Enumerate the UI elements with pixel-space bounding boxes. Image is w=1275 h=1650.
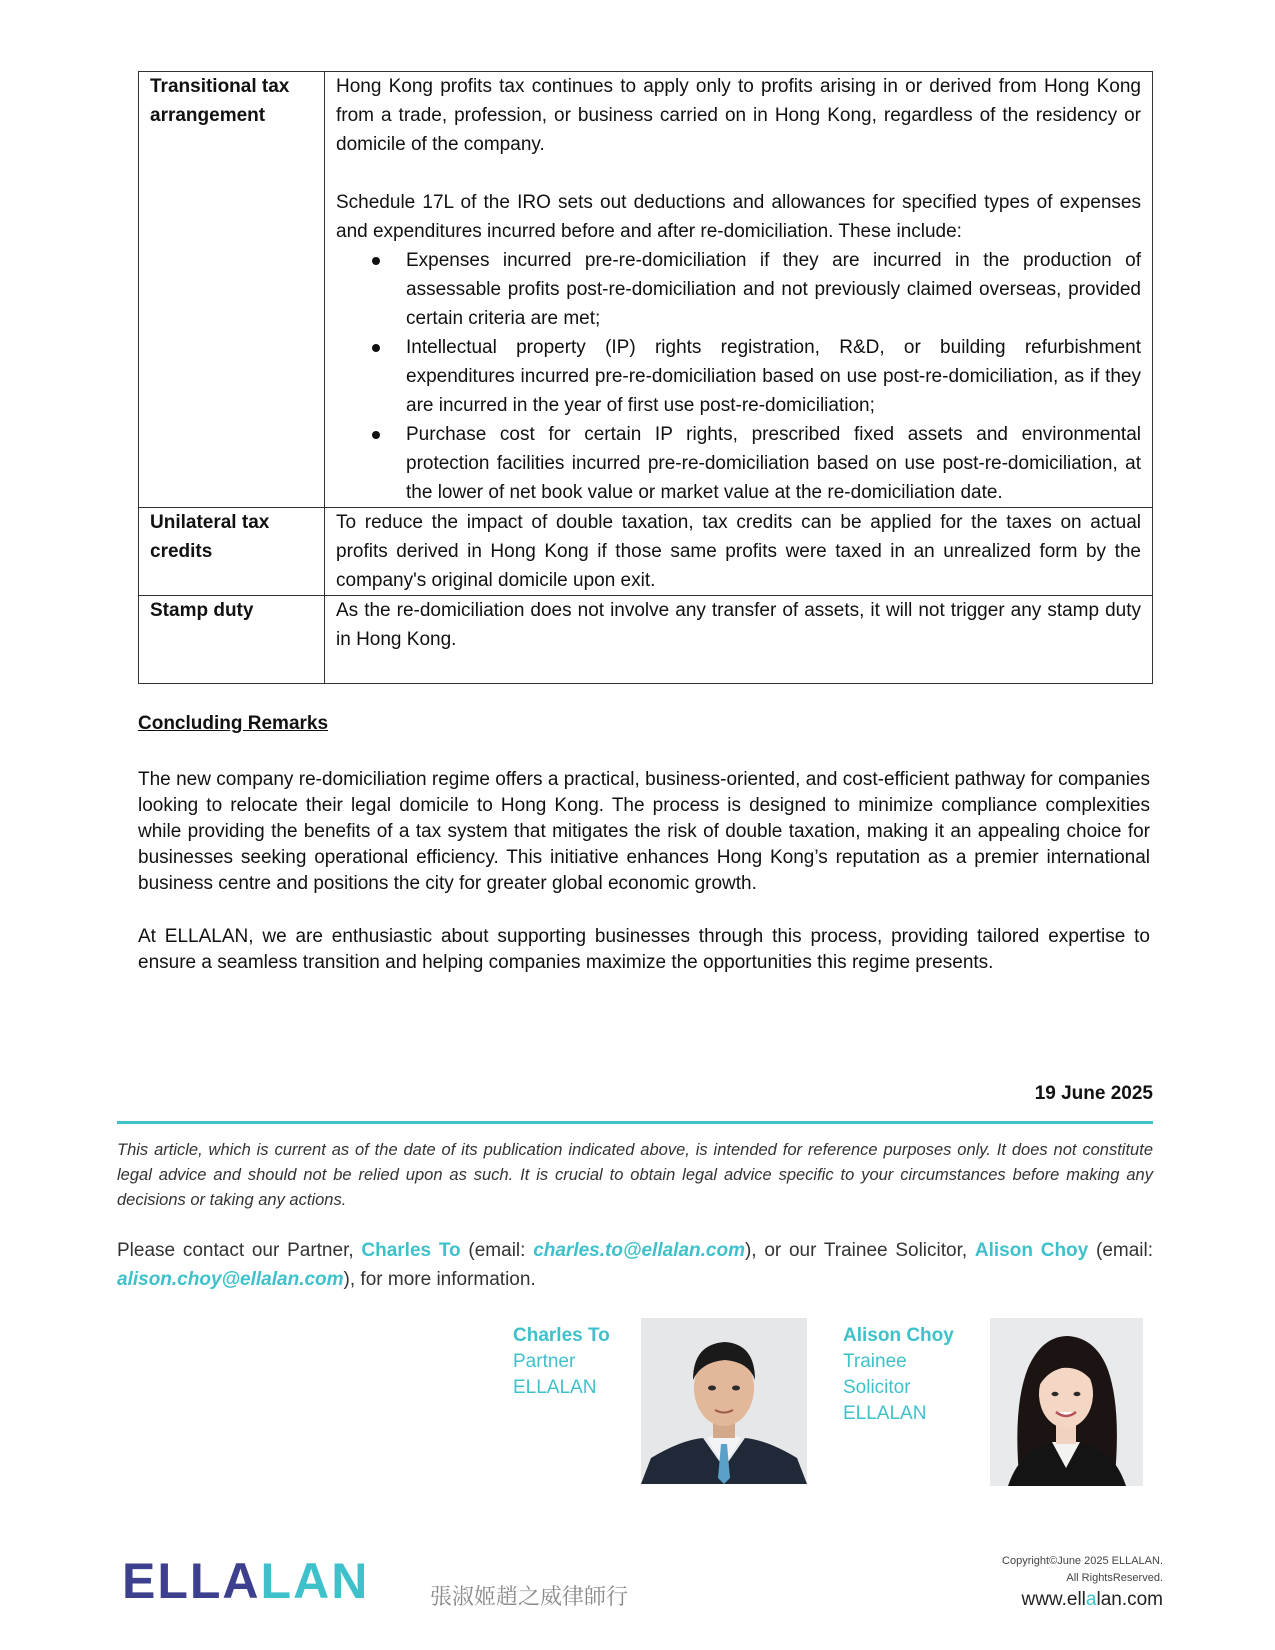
- bullet-text: Expenses incurred pre-re-domiciliation if they are incurred in the production of assessable profits post-re-domiciliation and not previously claimed overseas, provided certain criteria are met;: [406, 250, 1141, 329]
- bullet-text: Purchase cost for certain IP rights, prescribed fixed assets and environmental protection facilities incurred pre-re-domiciliation based on use post-re-domiciliation, at the lower of net book value or market value at the re-domiciliation date.: [406, 424, 1141, 503]
- cell-paragraph: Hong Kong profits tax continues to apply only to profits arising in or derived from Hong Kong from a trade, profession, or business carried on in Hong Kong, regardless of the residency or domicile of the company.: [336, 76, 1141, 155]
- cell-paragraph: Schedule 17L of the IRO sets out deductions and allowances for specified types of expenses and expenditures incurred before and after re-domiciliation. These include:: [336, 192, 1141, 242]
- row-content: To reduce the impact of double taxation, tax credits can be applied for the taxes on actual profits derived in Hong Kong if those same profits were taxed in an unrealized form by the company's original domicile upon exit.: [325, 508, 1153, 596]
- website-part: a: [1085, 1589, 1097, 1610]
- partner-card: [513, 1323, 610, 1401]
- bullet-icon: [372, 257, 380, 265]
- bullet-icon: [372, 344, 380, 352]
- logo-part: ELLA: [122, 1553, 261, 1609]
- contact-text: (email:: [460, 1240, 534, 1261]
- list-item: [336, 246, 1141, 333]
- trainee-card: [843, 1323, 963, 1427]
- person-title: Partner: [513, 1351, 576, 1372]
- divider: [117, 1121, 1153, 1124]
- row-label: Unilateral tax credits: [139, 508, 325, 596]
- firm-chinese-name: 張淑姬趙之威律師行: [430, 1585, 629, 1610]
- person-title: Solicitor: [843, 1377, 911, 1398]
- concluding-paragraph: The new company re-domiciliation regime offers a practical, business-oriented, and cost-efficient pathway for companies looking to relocate their legal domicile to Hong Kong. The process is designed to minimize compliance complexities while providing the benefits of a tax system that mitigates the risk of double taxation, making it an appealing choice for businesses seeking operational efficiency. This initiative enhances Hong Kong’s reputation as a premier international business centre and positions the city for greater global economic growth.: [138, 769, 1150, 894]
- tax-table: [138, 71, 1153, 684]
- person-title: Trainee: [843, 1351, 907, 1372]
- list-item: [336, 333, 1141, 420]
- contact-paragraph: [117, 1236, 1153, 1294]
- person-firm: ELLALAN: [843, 1403, 927, 1424]
- partner-name: Charles To: [361, 1240, 461, 1261]
- bullet-text: Intellectual property (IP) rights registration, R&D, or building refurbishment expenditures incurred pre-re-domiciliation based on use post-re-domiciliation, as if they are incurred in the year of first use post-re-domiciliation;: [406, 337, 1141, 416]
- row-label: Transitional tax arrangement: [139, 72, 325, 508]
- section-heading: Concluding Remarks: [138, 713, 329, 734]
- ellalan-logo: [122, 1553, 369, 1609]
- trainee-photo: [990, 1318, 1143, 1486]
- website-part: www.ell: [1021, 1589, 1086, 1610]
- bullet-list: [336, 246, 1141, 507]
- person-name: Charles To: [513, 1325, 610, 1346]
- logo-part: LAN: [260, 1553, 370, 1609]
- table-row: [139, 72, 1153, 508]
- publication-date: 19 June 2025: [1034, 1083, 1153, 1104]
- table-row: [139, 508, 1153, 596]
- person-name: Alison Choy: [843, 1325, 954, 1346]
- row-content: As the re-domiciliation does not involve any transfer of assets, it will not trigger any stamp duty in Hong Kong.: [325, 596, 1153, 684]
- contact-text: ), for more information.: [343, 1269, 536, 1290]
- contact-text: Please contact our Partner,: [117, 1240, 362, 1261]
- website-part: lan.com: [1096, 1589, 1163, 1610]
- row-content: [325, 72, 1153, 508]
- contact-text: (email:: [1088, 1240, 1154, 1261]
- copyright-notice: [1002, 1553, 1163, 1587]
- trainee-name: Alison Choy: [974, 1240, 1089, 1261]
- table-row: [139, 596, 1153, 684]
- copyright-line: Copyright©June 2025 ELLALAN.: [1002, 1555, 1163, 1567]
- website-link[interactable]: [1021, 1589, 1163, 1611]
- concluding-paragraph: At ELLALAN, we are enthusiastic about supporting businesses through this process, providing tailored expertise to ensure a seamless transition and helping companies maximize the opportunities this regime presents.: [138, 926, 1150, 973]
- partner-photo: [641, 1318, 807, 1484]
- partner-email-link[interactable]: charles.to@ellalan.com: [533, 1240, 745, 1261]
- bullet-icon: [372, 431, 380, 439]
- list-item: [336, 420, 1141, 507]
- copyright-line: All RightsReserved.: [1066, 1572, 1163, 1584]
- contact-text: ), or our Trainee Solicitor,: [744, 1240, 975, 1261]
- trainee-email-link[interactable]: alison.choy@ellalan.com: [117, 1269, 344, 1290]
- person-firm: ELLALAN: [513, 1377, 597, 1398]
- row-label: Stamp duty: [139, 596, 325, 684]
- disclaimer: This article, which is current as of the date of its publication indicated above, is intended for reference purposes only. It does not constitute legal advice and should not be relied upon as such. It is crucial to obtain legal advice specific to your circumstances before making any decisions or taking any actions.: [117, 1141, 1153, 1209]
